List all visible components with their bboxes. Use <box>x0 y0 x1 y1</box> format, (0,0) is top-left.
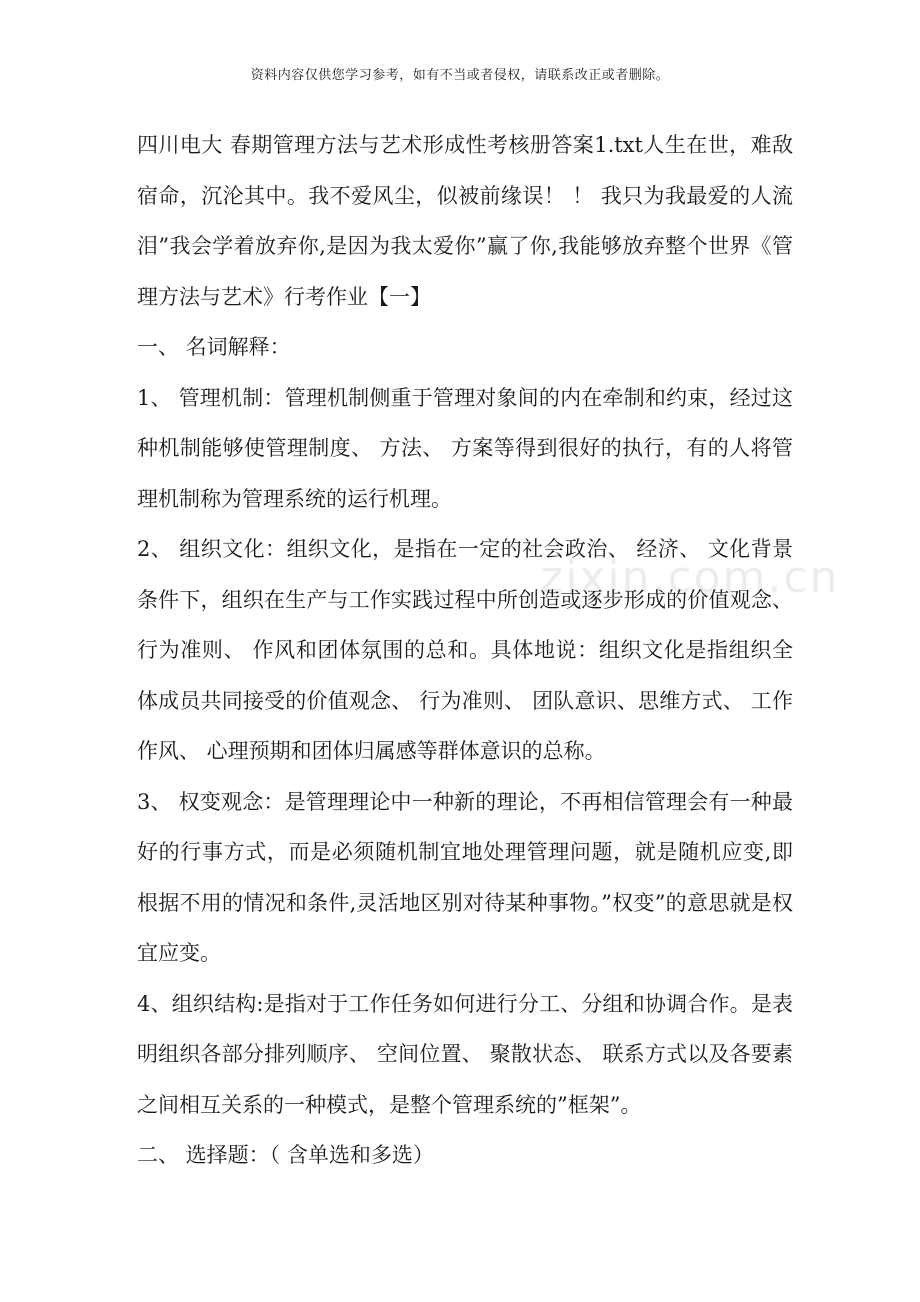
paragraph-organizational-structure: 4、组织结构:是指对于工作任务如何进行分工、分组和协调合作。是表明组织各部分排列顺序、 空间位置、 聚散状态、 联系方式以及各要素之间相互关系的一种模式，是整个管理系统的”框架”。 <box>137 991 793 1117</box>
document-body <box>137 120 793 1181</box>
paragraph-management-mechanism: 1、 管理机制：管理机制侧重于管理对象间的内在牵制和约束，经过这种机制能够使管理制度、 方法、 方案等得到很好的执行，有的人将管理机制称为管理系统的运行机理。 <box>137 385 793 511</box>
paragraph-contingency-concept: 3、 权变观念：是管理理论中一种新的理论，不再相信管理会有一种最好的行事方式，而是必须随机制宜地处理管理问题，就是随机应变,即根据不用的情况和条件,灵活地区别对待某种事物。”权变”的意思就是权宜应变。 <box>137 789 793 965</box>
paragraph-title-intro: 四川电大 春期管理方法与艺术形成性考核册答案1.txt人生在世，难敌宿命，沉沦其中。我不爱风尘，似被前缘误！ ！ 我只为我最爱的人流泪”我会学着放弃你,是因为我太爱你”赢了你,我能够放弃整个世界《管理方法与艺术》行考作业【一】 <box>137 133 793 309</box>
paragraph-organizational-culture: 2、 组织文化：组织文化，是指在一定的社会政治、 经济、 文化背景条件下，组织在生产与工作实践过程中所创造或逐步形成的价值观念、 行为准则、 作风和团体氛围的总和。具体地说：组织文化是指组织全体成员共同接受的价值观念、 行为准则、 团队意识、思维方式、 工作作风、 心理预期和团体归属感等群体意识的总称。 <box>137 537 793 763</box>
section-heading-choice-questions: 二、 选择题：（ 含单选和多选） <box>137 1143 434 1167</box>
section-heading-definitions: 一、 名词解释： <box>137 335 291 359</box>
disclaimer-header: 资料内容仅供您学习参考，如有不当或者侵权，请联系改正或者删除。 <box>250 68 670 83</box>
watermark-logo: zixin.com.cn <box>540 552 840 603</box>
